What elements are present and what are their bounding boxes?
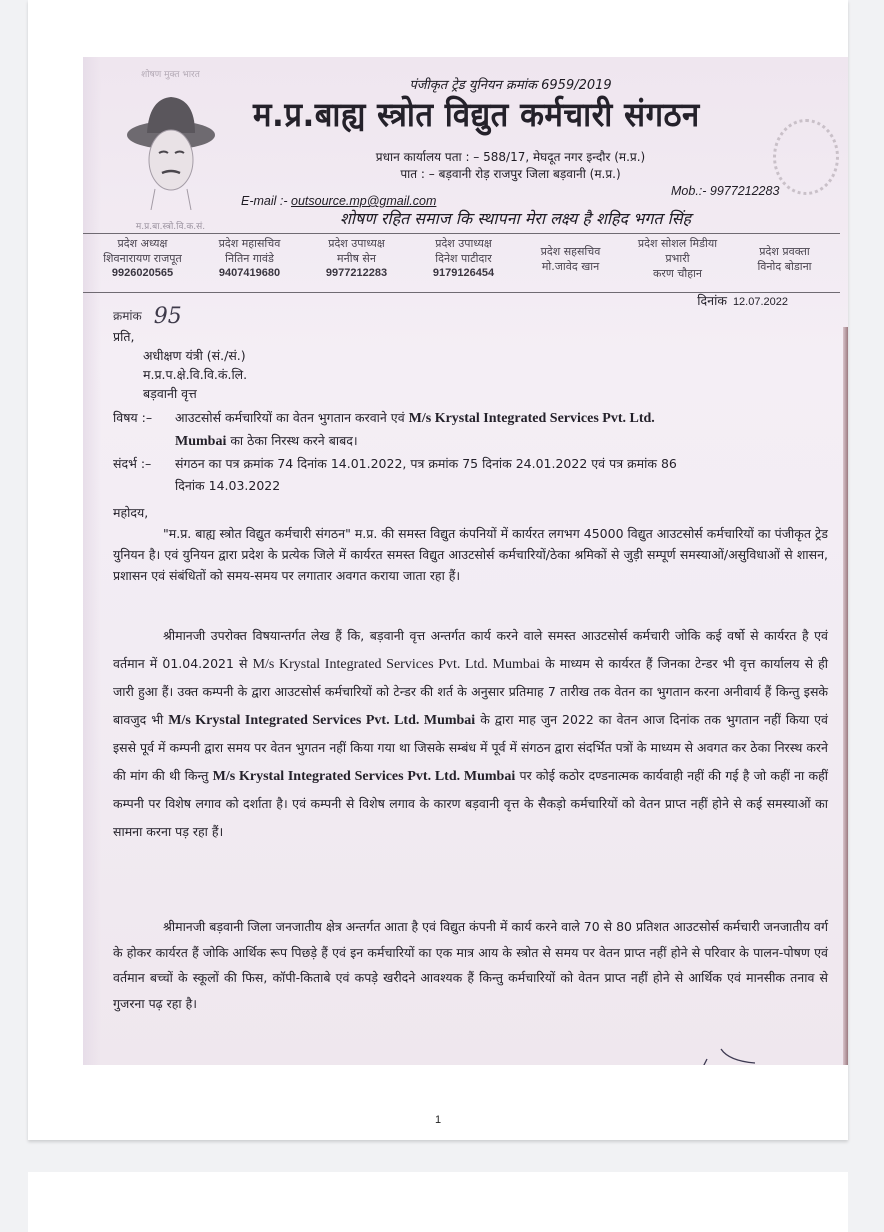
paragraph-text: श्रीमानजी उपरोक्त विषयान्तर्गत लेख हैं कि, बड़वानी वृत्त अन्तर्गत कार्य करने वाले समस्त आउटसोर्स कर्मचारी जोकि कई वर्षो से कार्यरत है एवं वर्तमान में 01.04.2021 से [113,628,828,671]
officer-name: करण चौहान [652,267,703,280]
officer-phone: 9926020565 [111,267,174,279]
company-name: M/s Krystal Integrated Services Pvt. Ltd. [408,411,655,426]
reference [113,453,828,497]
officer [731,236,838,292]
branch-address: पात : – बड़वानी रोड़ राजपुर जिला बड़वानी (म.प्र.) [400,167,621,181]
paragraph-2 [113,622,828,845]
subject-text: का ठेका निरस्थ करने बाबद। [230,433,358,448]
portrait-subcaption: म.प्र.बा.स्त्रो.वि.क.सं. [135,222,206,232]
officer-name: मनीष सेन [337,252,376,265]
company-name: M/s Krystal Integrated Services Pvt. Ltd. Mumbai [252,656,540,672]
mobile-number: Mob.:- 9977212283 [671,184,780,198]
officer [89,236,196,292]
officer-phone: 9407419680 [218,267,281,279]
officer-name: विनोद बोडाना [757,260,812,273]
salutation: महोदय, [113,505,149,520]
officer-name: नितिन गावंडे [225,252,274,265]
date-label: दिनांक [697,293,727,308]
officer-title: प्रदेश प्रवक्ता [759,245,810,258]
paper-edge [843,327,848,1065]
motto: शोषण रहित समाज कि स्थापना मेरा लक्ष्य है शहिद भगत सिंह [339,209,692,228]
head-office-address: प्रधान कार्यालय पता : – 588/17, मेघदूत नगर इन्दौर (म.प्र.) [375,150,646,164]
officer [303,236,410,292]
handwritten-ref-number: 95 [153,304,182,329]
subject [113,407,828,453]
reference-text: संगठन का पत्र क्रमांक 74 दिनांक 14.01.2022, पत्र क्रमांक 75 दिनांक 24.01.2022 एवं पत्र क्रमांक 86 [175,456,677,471]
officer-title: प्रदेश उपाध्यक्ष [328,237,385,250]
paragraph-text: के माध्यम से कार्यरत हैं जिनका टेन्डर भी वृत्त कार्यालय से ही जारी हुआ हैं। उक्त कम्पनी के द्वारा आउटसोर्स कर्मचारियों को टेन्डर की शर्त के अनुसार प्रतिमाह 7 तारीख तक वेतन का भुगतान करना अनीवार्य हैं किन्तु इसके बावजुद भी [113,655,829,727]
paragraph-text: पर कोई कठोर दण्डनात्मक कार्यवाही नहीं की गई है जो कहीं ना कहीं कम्पनी पर विशेष लगाव को दर्शाता है। एवं कम्पनी से विशेष लगाव के कारण बड़वानी वृत्त के सैकड़ो कर्मचारियों को वेतन प्राप्त नहीं होने से कई समस्याओं का सामना करना पड़ रहा हैं। [113,767,828,839]
officer [410,236,517,292]
officer-phone: 9179126454 [432,267,495,279]
officer-name: शिवनारायण राजपूत [103,252,182,265]
registration-number: पंजीकृत ट्रेड युनियन क्रमांक 6959/2019 [409,78,612,93]
officer-title: प्रदेश महासचिव [218,237,281,250]
paragraph-1: "म.प्र. बाह्य स्त्रोत विद्युत कर्मचारी संगठन" म.प्र. की समस्त विद्युत कंपनियों में कार्यरत लगभग 45000 विद्युत आउटसोर्स कर्मचारियों का पंजीकृत ट्रेड युनियन है। एवं युनियन द्वारा प्रदेश के प्रत्येक जिले में कार्यरत समस्त विद्युत आउटसोर्स कर्मचारियों/ठेका श्रमिकों से जुड़ी सम्पूर्ण समस्याओं/असुविधाओं से शासन, प्रशासन एवं संबंधितों को समय-समय पर लगातार अवगत कराया जाता रहा हैं। [113,526,828,583]
recipient-line: बड़वानी वृत्त [143,386,197,401]
officer-name: दिनेश पाटीदार [435,252,492,265]
paragraph-3: श्रीमानजी बड़वानी जिला जनजातीय क्षेत्र अन्तर्गत आता है एवं विद्युत कंपनी में कार्य करने वाले 70 से 80 प्रतिशत आउटसोर्स कर्मचारी जनजातीय वर्ग के होकर कार्यरत हैं जोकि आर्थिक रूप पिछड़े हैं एवं इन कर्मचारियों का एक मात्र आय के स्त्रोत से समय पर वेतन प्राप्त नहीं होने से परिवार के पालन-पोषण एवं वर्तमान बच्चों के स्कूलों की फिस, कॉपी-किताबे एवं कपड़े खरीदने आवश्यक हैं किन्तु कर्मचारियों को वेतन प्राप्त नहीं होने से आर्थिक एवं मानसीक तनाव से गुजरना पढ़ रहा है। [113,919,828,1011]
organization-name: म.प्र.बाह्य स्त्रोत विद्युत कर्मचारी संगठन [253,95,700,135]
officer-phone: 9977212283 [325,267,388,279]
date-value: 12.07.2022 [732,296,788,308]
scanned-letter-image [83,57,848,1065]
email-line [241,194,436,208]
recipient-block [113,327,247,403]
reference-number [113,301,182,329]
company-name: M/s Krystal Integrated Services Pvt. Ltd. Mumbai [212,768,516,784]
ref-label: क्रमांक [113,309,142,323]
officer-title: प्रदेश उपाध्यक्ष [435,237,492,250]
email-link[interactable]: outsource.mp@gmail.com [291,194,437,208]
officer-title: प्रदेश सहसचिव [540,245,601,258]
next-page [28,1172,848,1232]
to-label: प्रति, [113,329,135,344]
paragraph-text: के द्वारा माह जुन 2022 का वेतन आज दिनांक तक भुगतान नहीं किया एवं इससे पूर्व में कम्पनी द्वारा समय पर वेतन भुगतन नहीं किया गया था जिसके सम्बंध में पूर्व में संगठन द्वारा संदर्भित पत्रों के माध्यम से अवगत कर ठेका निरस्थ करने की मांग की थी किन्तु [113,711,828,783]
officer-title: प्रदेश अध्यक्ष [117,237,168,250]
document-page [28,0,848,1140]
company-name: M/s Krystal Integrated Services Pvt. Ltd. Mumbai [168,712,476,728]
recipient-line: अधीक्षण यंत्री (सं./सं.) [143,348,246,363]
officer [196,236,303,292]
divider [83,233,840,234]
officer-title: प्रदेश सोशल मिडीया प्रभारी [637,237,718,265]
page-number: 1 [434,1114,442,1126]
officer-name: मो.जावेद खान [541,260,600,273]
reference-label: संदर्भ :– [113,456,152,471]
email-label: E-mail :- [241,194,291,208]
subject-label: विषय :– [113,410,153,425]
subject-text: आउटसोर्स कर्मचारियों का वेतन भुगतान करवाने एवं [175,410,405,425]
portrait-caption: शोषण मुक्त भारत [141,70,200,80]
signature-icon [693,1047,773,1065]
officer [517,236,624,292]
recipient-line: म.प्र.प.क्षे.वि.वि.कं.लि. [143,367,248,382]
letter-date [697,292,788,309]
officer [624,236,731,292]
company-city: Mumbai [175,434,227,449]
reference-text: दिनांक 14.03.2022 [175,478,281,493]
officers-row [89,236,838,292]
